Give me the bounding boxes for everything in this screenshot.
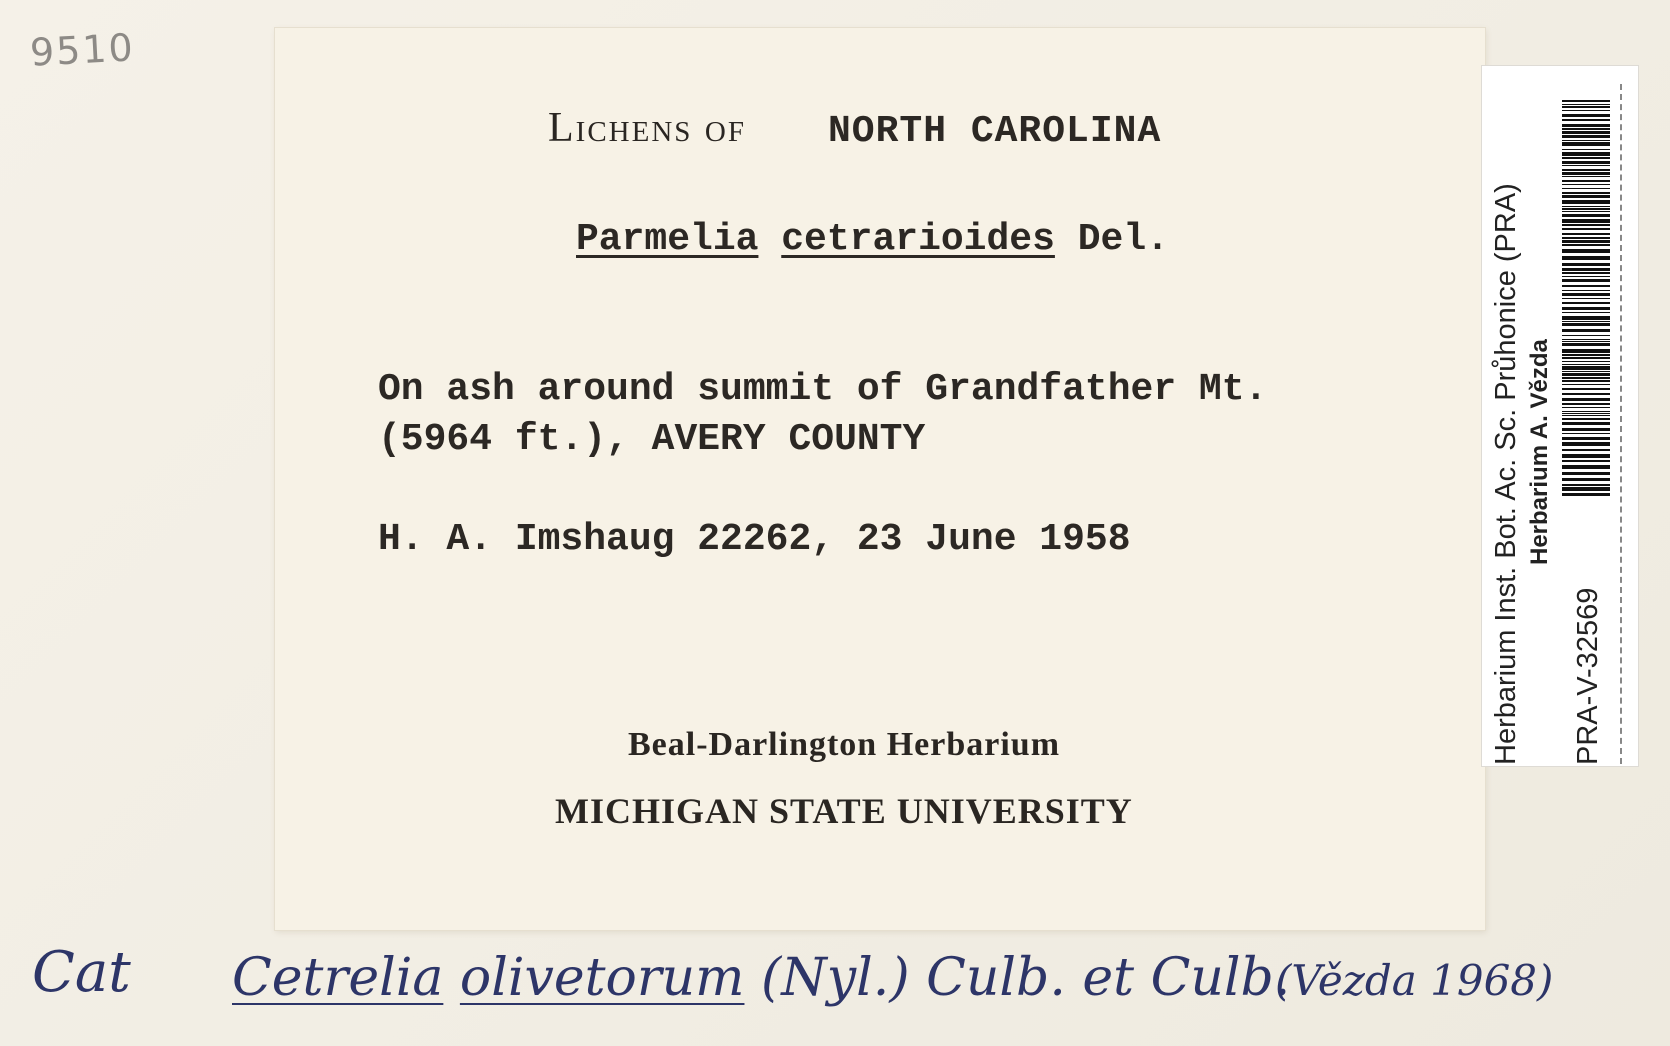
barcode-bar [1562, 384, 1610, 385]
barcode-bar [1562, 152, 1610, 156]
barcode-bar [1562, 403, 1610, 405]
barcode-bar [1562, 413, 1610, 414]
barcode-bar [1562, 161, 1610, 164]
barcode-bar [1562, 366, 1610, 370]
herbarium-name: Beal-Darlington Herbarium [628, 726, 1061, 763]
barcode-bar [1562, 393, 1610, 395]
annotation-determination: (Vězda 1968) [1275, 956, 1554, 1005]
barcode-bar [1562, 128, 1610, 130]
barcode-bar [1562, 195, 1610, 198]
barcode-bar [1562, 211, 1610, 212]
annotation-genus: Cetrelia [232, 948, 444, 1008]
vezda-herbarium-text: Herbarium A. Vězda [1526, 339, 1553, 565]
barcode-bar [1562, 321, 1610, 322]
barcode-bar [1562, 276, 1610, 277]
barcode-bar [1562, 398, 1610, 401]
barcode-bar [1562, 454, 1610, 458]
barcode-icon [1562, 100, 1610, 496]
barcode-bar [1562, 407, 1610, 408]
pencil-accession-number: 9510 [28, 25, 136, 75]
barcode-bar [1562, 465, 1610, 469]
barcode-bar [1562, 478, 1610, 481]
barcode-bar [1562, 172, 1610, 175]
barcode-bar [1562, 316, 1610, 320]
barcode-bar [1562, 354, 1610, 356]
barcode-bar [1562, 349, 1610, 353]
barcode-bar [1562, 208, 1610, 210]
barcode-bar [1562, 307, 1610, 310]
barcode-bar [1562, 104, 1610, 105]
locality-line-2: (5964 ft.), AVERY COUNTY [378, 418, 926, 461]
barcode-bar [1562, 249, 1610, 253]
barcode-bar [1562, 228, 1610, 230]
barcode-bar [1562, 119, 1610, 121]
barcode-bar [1562, 200, 1610, 204]
barcode-bar [1562, 244, 1610, 246]
barcode-bar [1562, 268, 1610, 271]
barcode-bar [1562, 312, 1610, 313]
barcode-bar [1562, 364, 1610, 365]
barcode-bar [1562, 106, 1610, 108]
specimen-id-text: PRA-V-32569 [1572, 587, 1604, 765]
university-name: MICHIGAN STATE UNIVERSITY [555, 791, 1133, 831]
barcode-bar [1562, 472, 1610, 475]
barcode-bar [1562, 361, 1610, 362]
barcode-bar [1562, 341, 1610, 342]
barcode-bar [1562, 224, 1610, 226]
barcode-bar [1562, 493, 1610, 496]
barcode-bar [1562, 329, 1610, 332]
barcode-bar [1562, 214, 1610, 217]
institution-text: Herbarium Inst. Bot. Ac. Sc. Průhonice (PRA) [1490, 183, 1522, 765]
locality-line-1: On ash around summit of Grandfather Mt. [378, 368, 1268, 411]
barcode-bar [1562, 460, 1610, 462]
barcode-bar [1562, 219, 1610, 223]
barcode-bar [1562, 428, 1610, 431]
barcode-bar [1562, 142, 1610, 146]
barcode-bar [1562, 377, 1610, 379]
barcode-bar [1562, 165, 1610, 166]
barcode-bar [1562, 279, 1610, 282]
barcode-bar [1562, 323, 1610, 326]
barcode-bar [1562, 149, 1610, 150]
barcode-bar [1562, 169, 1610, 171]
barcode-bar [1562, 293, 1610, 296]
barcode-bar [1562, 140, 1610, 141]
barcode-bar [1562, 380, 1610, 382]
barcode-bar [1562, 437, 1610, 440]
barcode-bar [1562, 206, 1610, 207]
barcode-bar [1562, 388, 1610, 390]
annotation-author: (Nyl.) Culb. et Culb. [761, 948, 1291, 1008]
barcode-bar [1562, 411, 1610, 412]
barcode-bar [1562, 484, 1610, 486]
barcode-bar [1562, 176, 1610, 177]
barcode-bar [1562, 263, 1610, 266]
barcode-bar [1562, 449, 1610, 451]
barcode-bar [1562, 100, 1610, 102]
barcode-bar [1562, 188, 1610, 189]
barcode-bar [1562, 371, 1610, 372]
barcode-bar [1562, 302, 1610, 304]
species-genus: Parmelia [576, 218, 759, 261]
species-epithet: cetrarioides [781, 218, 1055, 261]
barcode-bar [1562, 135, 1610, 138]
barcode-bar [1562, 357, 1610, 359]
barcode-bar [1562, 180, 1610, 182]
barcode-bar [1562, 339, 1610, 340]
barcode-bar [1562, 237, 1610, 239]
barcode-bar [1562, 290, 1610, 291]
barcode-bar [1562, 442, 1610, 446]
species-author: Del. [1077, 218, 1169, 261]
barcode-bar [1562, 256, 1610, 260]
barcode-bar [1562, 233, 1610, 235]
barcode-bar [1562, 157, 1610, 159]
barcode-bar [1562, 131, 1610, 134]
barcode-bar [1562, 433, 1610, 434]
barcode-bar [1562, 184, 1610, 185]
cut-line [1620, 84, 1622, 764]
barcode-bar [1562, 335, 1610, 336]
barcode-bar [1562, 418, 1610, 420]
annotation-prefix: Cat [32, 940, 131, 1005]
label-header-lichens: Lichens of [548, 105, 746, 151]
barcode-bar [1562, 192, 1610, 194]
barcode-bar [1562, 272, 1610, 274]
annotation-taxon [232, 948, 1290, 1008]
barcode-bar [1562, 343, 1610, 346]
barcode-bar [1562, 124, 1610, 127]
barcode-bar [1562, 422, 1610, 425]
label-header-state: NORTH CAROLINA [828, 110, 1162, 153]
barcode-bar [1562, 373, 1610, 376]
barcode-bar [1562, 114, 1610, 117]
species-name [576, 218, 1169, 261]
barcode-bar [1562, 298, 1610, 299]
barcode-bar [1562, 110, 1610, 111]
collector-line: H. A. Imshaug 22262, 23 June 1958 [378, 518, 1131, 561]
barcode-bar [1562, 285, 1610, 287]
barcode-bar [1562, 240, 1610, 243]
barcode-bar [1562, 415, 1610, 416]
barcode-bar [1562, 487, 1610, 491]
annotation-epithet: olivetorum [459, 948, 745, 1008]
